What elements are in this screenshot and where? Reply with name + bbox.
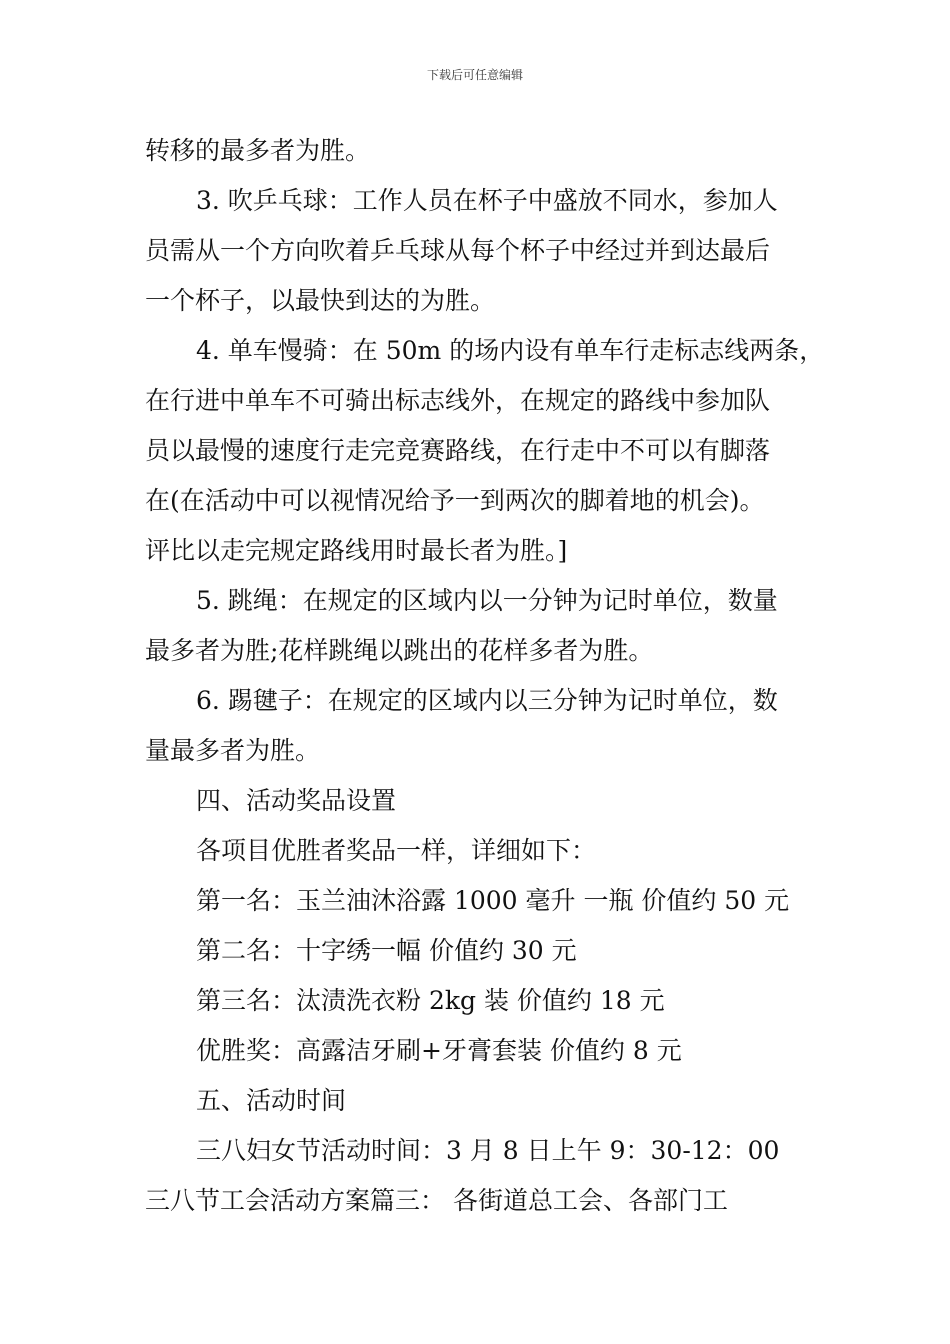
text-line: 评比以走完规定路线用时最长者为胜。] bbox=[145, 536, 568, 565]
page-header-note: 下载后可任意编辑 bbox=[426, 68, 523, 82]
text-line: 6. 踢毽子：在规定的区域内以三分钟为记时单位，数 bbox=[196, 686, 778, 715]
text-line: 3. 吹乒乓球：工作人员在杯子中盛放不同水，参加人 bbox=[196, 186, 778, 215]
text-line: 转移的最多者为胜。 bbox=[145, 136, 371, 165]
prize-line: 第三名：汰渍洗衣粉 2kg 装 价值约 18 元 bbox=[196, 986, 665, 1015]
text-line: 在(在活动中可以视情况给予一到两次的脚着地的机会)。 bbox=[145, 486, 765, 515]
text-line: 员需从一个方向吹着乒乓球从每个杯子中经过并到达最后 bbox=[145, 236, 771, 265]
prize-line: 优胜奖：高露洁牙刷+牙膏套装 价值约 8 元 bbox=[196, 1036, 682, 1065]
text-line: 5. 跳绳：在规定的区域内以一分钟为记时单位，数量 bbox=[196, 586, 778, 615]
prize-line: 第二名：十字绣一幅 价值约 30 元 bbox=[196, 936, 577, 965]
text-line: 最多者为胜;花样跳绳以跳出的花样多者为胜。 bbox=[145, 636, 654, 665]
section-heading: 五、活动时间 bbox=[196, 1086, 347, 1115]
text-line: 各项目优胜者奖品一样，详细如下： bbox=[196, 836, 597, 865]
text-line: 4. 单车慢骑：在 50m 的场内设有单车行走标志线两条， bbox=[196, 336, 825, 365]
prize-line: 第一名：玉兰油沐浴露 1000 毫升 一瓶 价值约 50 元 bbox=[196, 886, 790, 915]
text-line: 一个杯子，以最快到达的为胜。 bbox=[145, 286, 496, 315]
text-line: 量最多者为胜。 bbox=[145, 736, 321, 765]
text-line: 三八节工会活动方案篇三： 各街道总工会、各部门工 bbox=[145, 1186, 728, 1215]
text-line: 在行进中单车不可骑出标志线外，在规定的路线中参加队 bbox=[145, 386, 771, 415]
text-line: 员以最慢的速度行走完竞赛路线，在行走中不可以有脚落 bbox=[145, 436, 771, 465]
text-line: 三八妇女节活动时间：3 月 8 日上午 9：30-12：00 bbox=[196, 1136, 780, 1165]
section-heading: 四、活动奖品设置 bbox=[196, 786, 397, 815]
